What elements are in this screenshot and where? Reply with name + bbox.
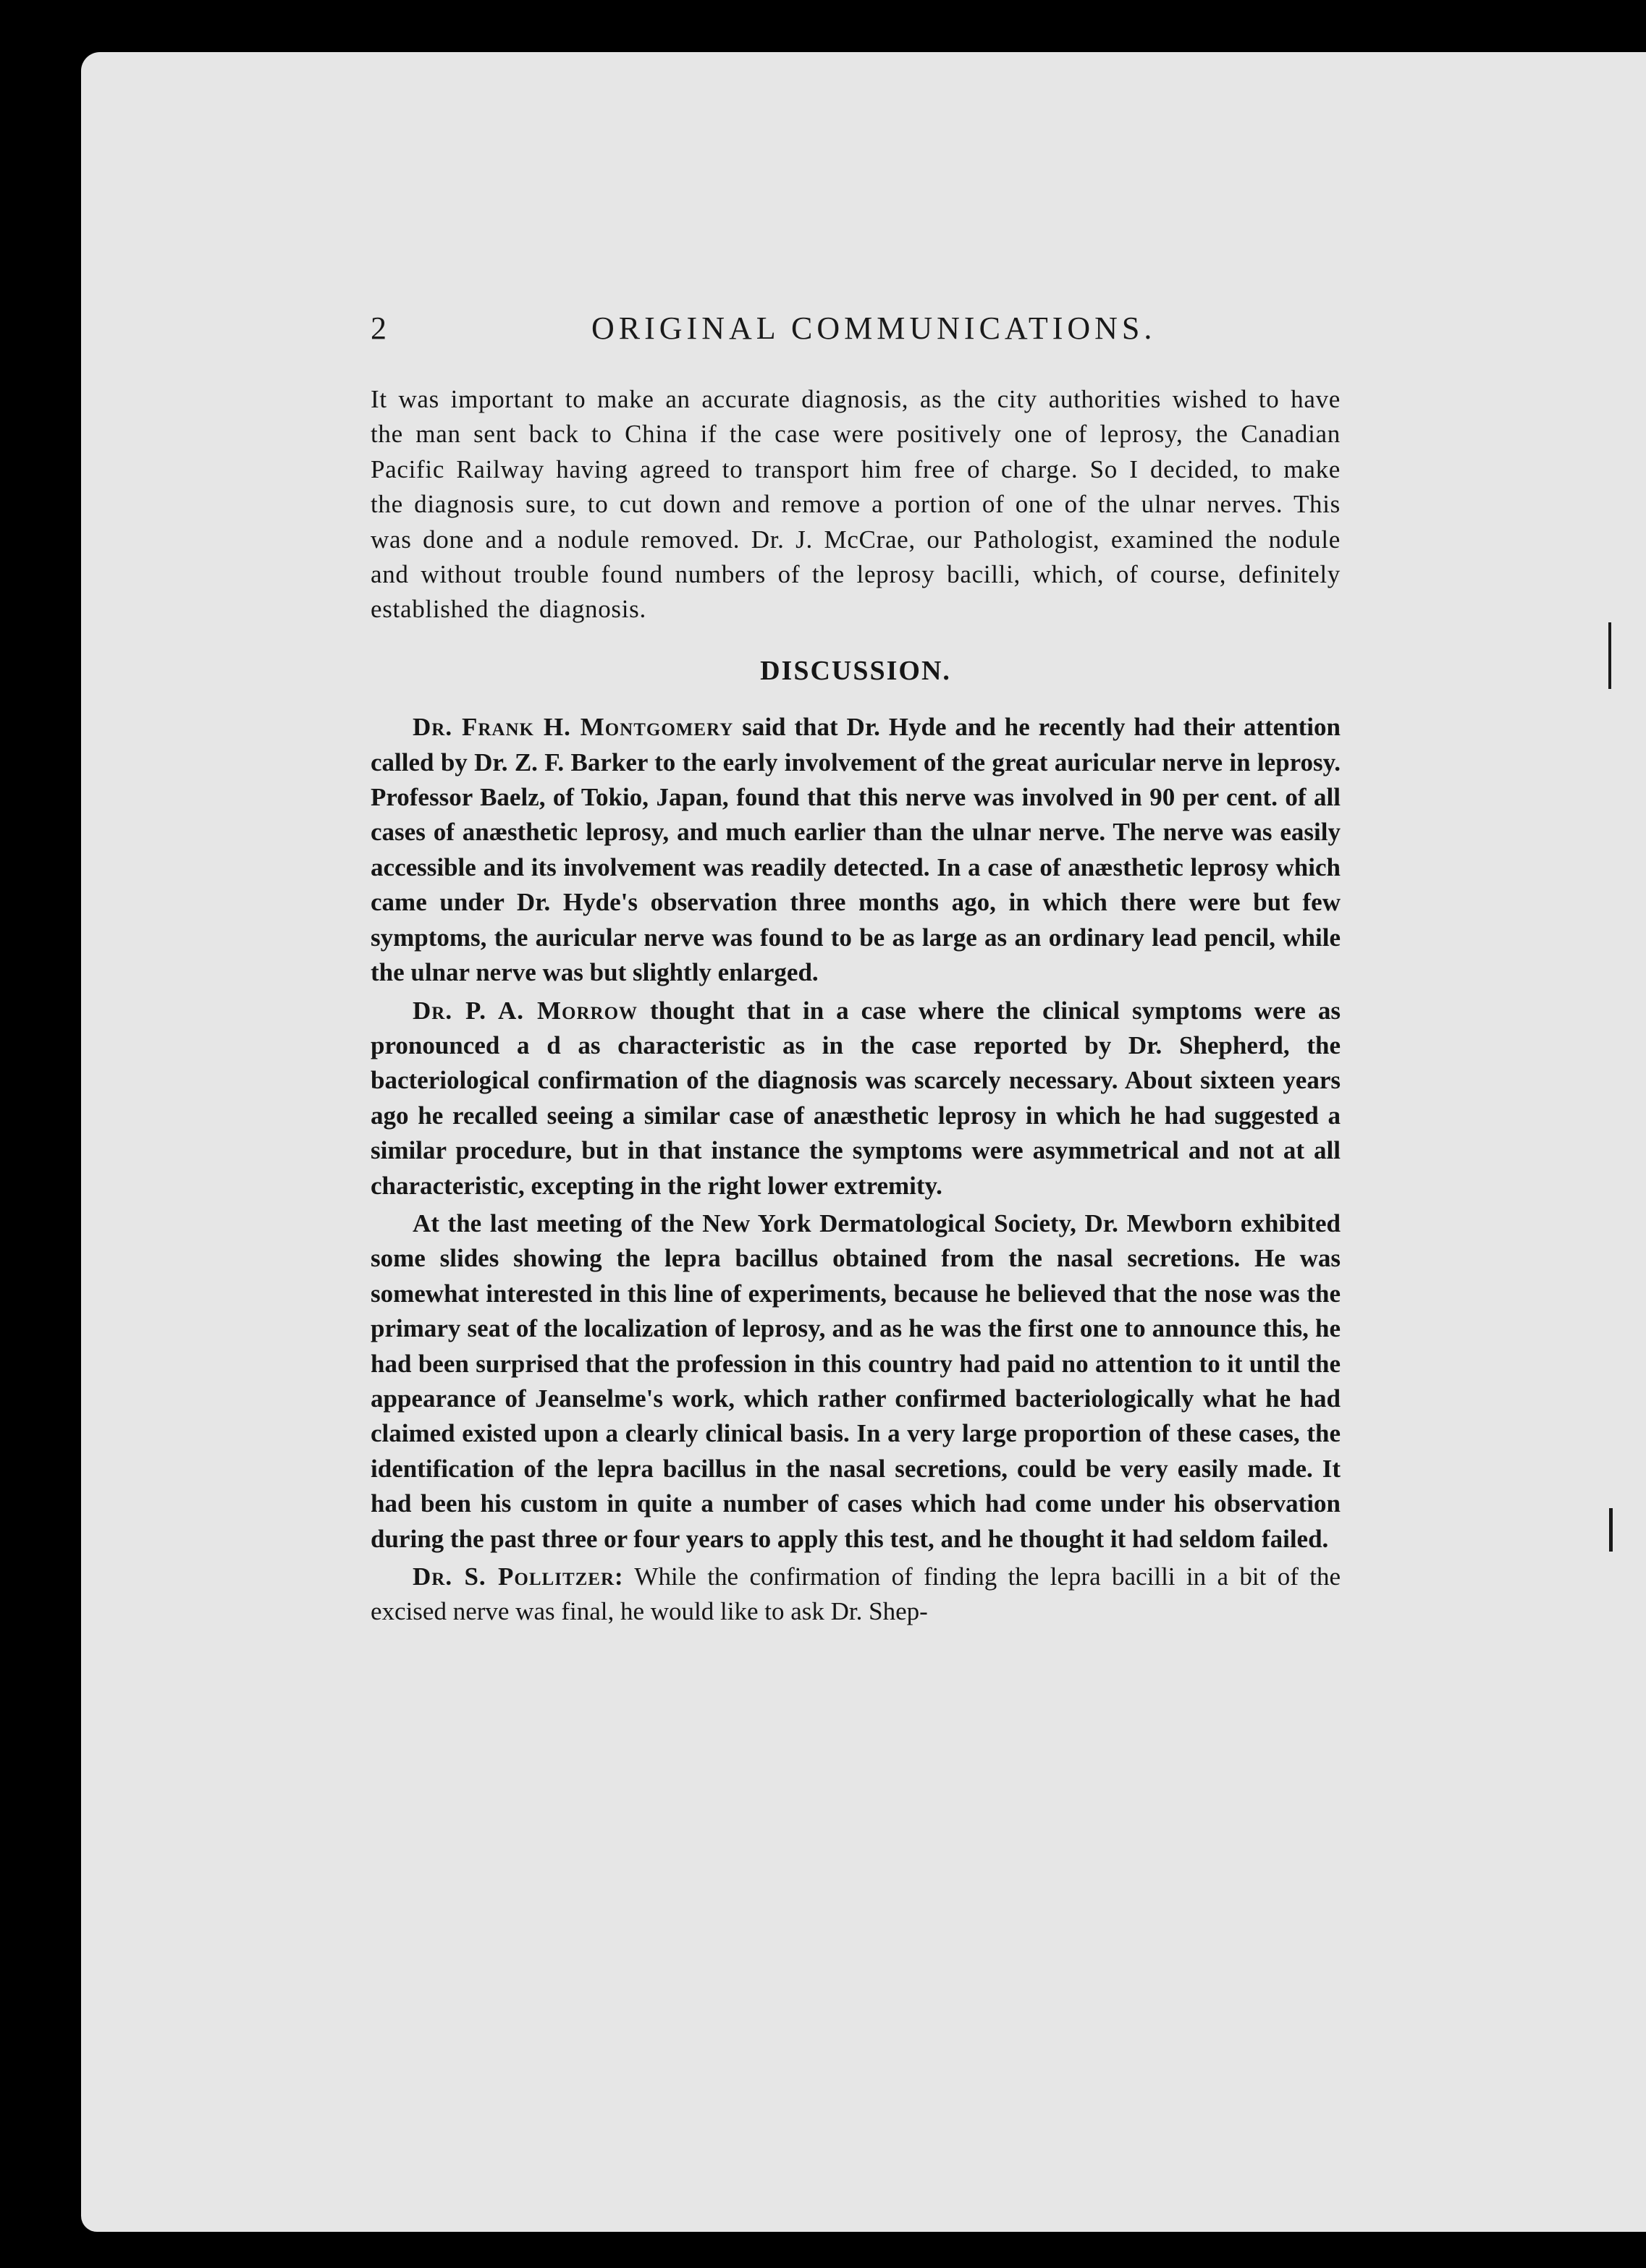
paragraph-text: said that Dr. Hyde and he recently had their attention called by Dr. Z. F. Barker to the early involvement of the great auricular nerve in leprosy. Professor Baelz, of Tokio, Japan, found that this nerve was involved in 90 per cent. of all cases of anæsthetic leprosy, and much earlier than the ulnar nerve. The nerve was easily accessible and its involvement was readily detected. In a case of anæsthetic leprosy which came under Dr. Hyde's observation three months ago, in which there were but few symptoms, the auricular nerve was found to be as large as an ordinary lead pencil, while the ulnar nerve was but slightly enlarged. — [371, 713, 1341, 987]
discussion-paragraph-morrow — [371, 994, 1341, 1203]
page-header — [371, 304, 1341, 355]
section-heading: DISCUSSION. — [760, 655, 951, 686]
paragraph-text: thought that in a case where the clinical symptoms were as pronounced a d as characteristic as in the case reported by Dr. Shepherd, the bacteriological confirmation of the diagnosis was scarcely necessary. About sixteen years ago he recalled seeing a similar case of anæsthetic leprosy in which he had suggested a similar procedure, but in that instance the symptoms were asymmetrical and not at all characteristic, excepting in the right lower extremity. — [371, 996, 1341, 1200]
speaker-name: Dr. Frank H. Montgomery — [413, 713, 734, 742]
page-number: 2 — [371, 310, 387, 346]
discussion-paragraph-montgomery — [371, 710, 1341, 990]
scan-edge-mark — [1608, 622, 1611, 689]
discussion-paragraph-pollitzer — [371, 1560, 1341, 1630]
page-body — [371, 382, 1341, 1630]
paragraph-text: While the confirmation of finding the lepra bacilli in a bit of the excised nerve was final, he would like to ask Dr. Shep- — [371, 1562, 1341, 1626]
speaker-name: Dr. P. A. Morrow — [413, 996, 638, 1025]
running-head: ORIGINAL COMMUNICATIONS. — [591, 310, 1157, 346]
intro-paragraph: It was important to make an accurate diagnosis, as the city authorities wished to have the man sent back to China if the case were positively one of leprosy, the Canadian Pacific Railway having agreed to transport him free of charge. So I decided, to make the diagnosis sure, to cut down and remove a portion of one of the ulnar nerves. This was done and a nodule removed. Dr. J. McCrae, our Pathologist, examined the nodule and without trouble found numbers of the leprosy bacilli, which, of course, definitely established the diagnosis. — [371, 385, 1341, 624]
speaker-name: Dr. S. Pollitzer: — [413, 1562, 624, 1591]
discussion-paragraph-morrow-continued: At the last meeting of the New York Dermatological Society, Dr. Mewborn exhibited some slides showing the lepra bacillus obtained from the nasal secretions. He was somewhat interested in this line of experiments, because he believed that the nose was the primary seat of the localization of leprosy, and as he was the first one to announce this, he had been surprised that the profession in this country had paid no attention to it until the appearance of Jeanselme's work, which rather confirmed bacteriologically what he had claimed existed upon a clearly clinical basis. In a very large proportion of these cases, the identification of the lepra bacillus in the nasal secretions, could be very easily made. It had been his custom in quite a number of cases which had come under his observation during the past three or four years to apply this test, and he thought it had seldom failed. — [371, 1209, 1341, 1553]
scan-edge-mark — [1609, 1508, 1613, 1552]
